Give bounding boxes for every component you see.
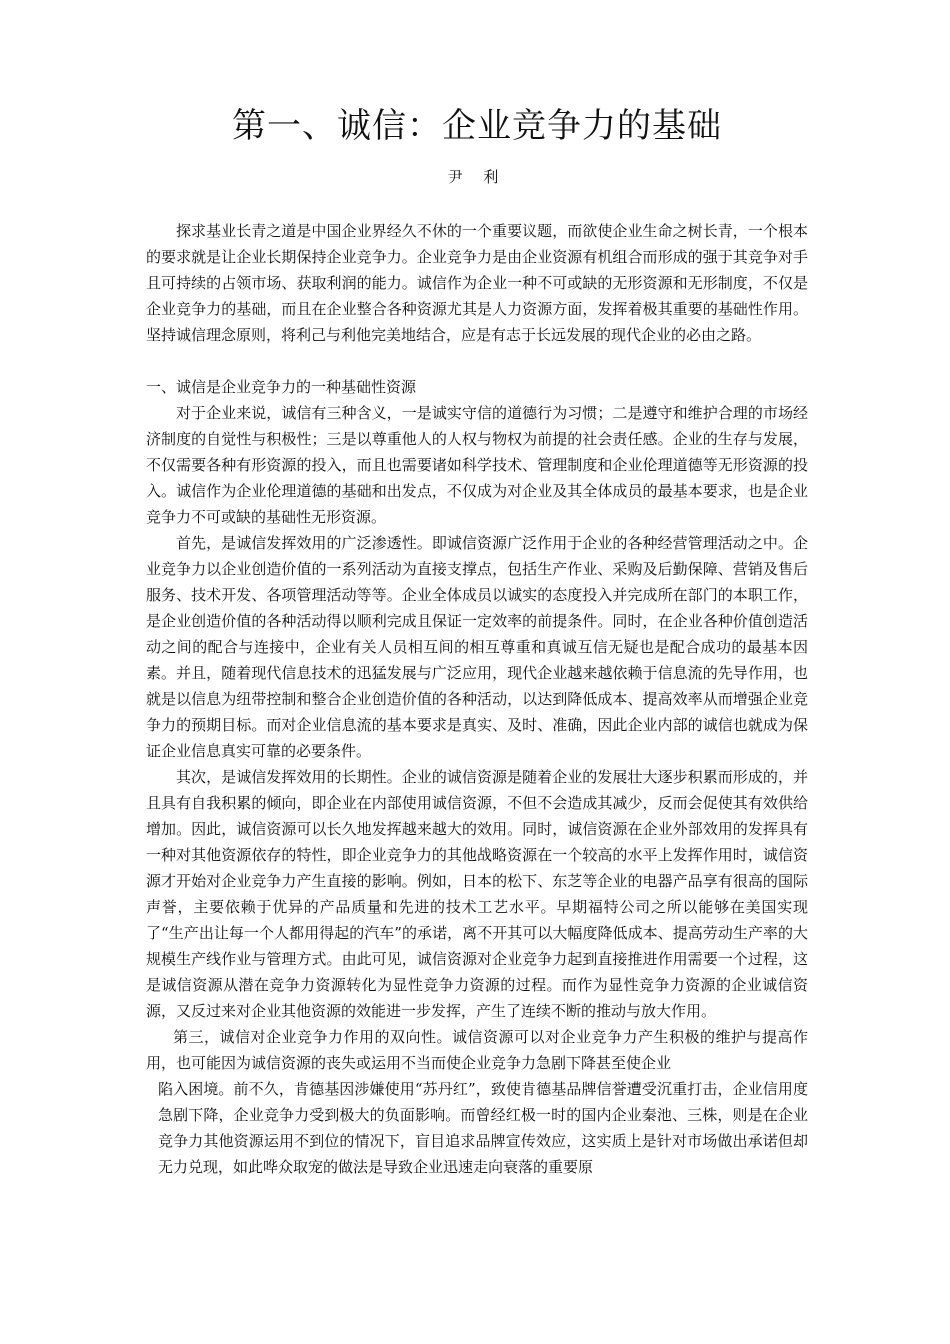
body-paragraph-4-rest: 陷入困境。前不久，肯德基因涉嫌使用“苏丹红”，致使肯德基品牌信誉遭受沉重打击，企业信用度急剧下降，企业竞争力受到极大的负面影响。而曾经红极一时的国内企业秦池、三株，则是在企业竞争力其他资源运用不到位的情况下，盲目追求品牌宣传效应，这实质上是针对市场做出承诺但却无力兑现，如此哗众取宠的做法是导致企业迅速走向衰落的重要原 bbox=[158, 1080, 808, 1176]
body-paragraph-2: 首先，是诚信发挥效用的广泛渗透性。即诚信资源广泛作用于企业的各种经营管理活动之中。企业竞争力以企业创造价值的一系列活动为直接支撑点，包括生产作业、采购及后勤保障、营销及售后服务、技术开发、各项管理活动等等。企业全体成员以诚实的态度投入并完成所在部门的本职工作，是企业创造价值的各种活动得以顺利完成且保证一定效率的前提条件。同时，在企业各种价值创造活动之间的配合与连接中，企业有关人员相互间的相互尊重和真诚互信无疑也是配合成功的最基本因素。并且，随着现代信息技术的迅猛发展与广泛应用，现代企业越来越依赖于信息流的先导作用，也就是以信息为纽带控制和整合企业创造价值的各种活动，以达到降低成本、提高效率从而增强企业竞争力的预期目标。而对企业信息流的基本要求是真实、及时、准确，因此企业内部的诚信也就成为保证企业信息真实可靠的必要条件。 bbox=[146, 534, 808, 760]
intro-paragraph: 探求基业长青之道是中国企业界经久不休的一个重要议题，而欲使企业生命之树长青，一个根本的要求就是让企业长期保持企业竞争力。企业竞争力是由企业资源有机组合而形成的强于其竞争对手且可持续的占领市场、获取利润的能力。诚信作为企业一种不可或缺的无形资源和无形制度，不仅是企业竞争力的基础，而且在企业整合各种资源尤其是人力资源方面，发挥着极其重要的基础性作用。坚持诚信理念原则，将利己与利他完美地结合，应是有志于长远发展的现代企业的必由之路。 bbox=[146, 222, 808, 344]
document-body bbox=[146, 218, 808, 1180]
paragraph-spacer bbox=[146, 348, 808, 374]
body-paragraph-3: 其次，是诚信发挥效用的长期性。企业的诚信资源是随着企业的发展壮大逐步积累而形成的，并且具有自我积累的倾向，即企业在内部使用诚信资源，不但不会造成其减少，反而会促使其有效供给增加。因此，诚信资源可以长久地发挥越来越大的效用。同时，诚信资源在企业外部效用的发挥具有一种对其他资源依存的特性，即企业竞争力的其他战略资源在一个较高的水平上发挥作用时，诚信资源才开始对企业竞争力产生直接的影响。例如，日本的松下、东芝等企业的电器产品享有很高的国际声誉，主要依赖于优异的产品质量和先进的技术工艺水平。早期福特公司之所以能够在美国实现了“生产出让每一个人都用得起的汽车”的承诺，离不开其可以大幅度降低成本、提高劳动生产率的大规模生产线作业与管理方式。由此可见，诚信资源对企业竞争力起到直接推进作用需要一个过程，这是诚信资源从潜在竞争力资源转化为显性竞争力资源的过程。而作为显性竞争力资源的企业诚信资源，又反过来对企业其他资源的效能进一步发挥，产生了连续不断的推动与放大作用。 bbox=[146, 768, 808, 1020]
section-heading: 一、诚信是企业竞争力的一种基础性资源 bbox=[146, 378, 417, 396]
body-paragraph-1: 对于企业来说，诚信有三种含义，一是诚实守信的道德行为习惯；二是遵守和维护合理的市场经济制度的自觉性与积极性；三是以尊重他人的人权与物权为前提的社会责任感。企业的生存与发展，不仅需要各种有形资源的投入，而且也需要诸如科学技术、管理制度和企业伦理道德等无形资源的投入。诚信作为企业伦理道德的基础和出发点，不仅成为对企业及其全体成员的最基本要求，也是企业竞争力不可或缺的基础性无形资源。 bbox=[146, 404, 808, 526]
body-paragraph-4-line-1: 第三，诚信对企业竞争力作用的双向性。诚信资源可以对企业竞争力产生积极的维护与提高作用，也可能因为诚信资源的丧失或运用不当而使企业竞争力急剧下降甚至使企业 bbox=[146, 1028, 808, 1072]
document-title: 第一、诚信：企业竞争力的基础 bbox=[232, 106, 722, 146]
document-author: 尹 利 bbox=[447, 168, 507, 186]
